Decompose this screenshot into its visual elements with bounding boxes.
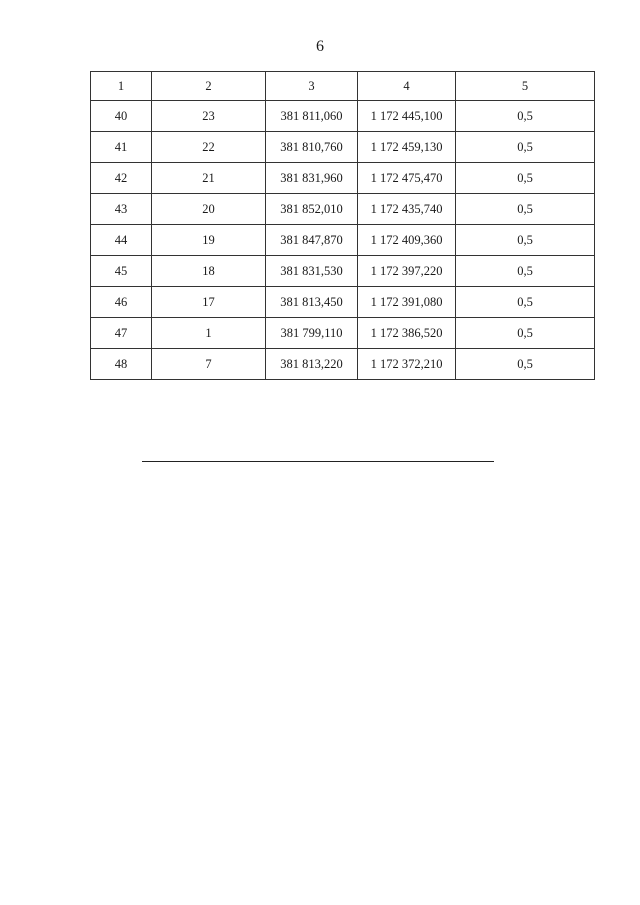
table-cell: 0,5 [456,287,595,318]
table-row [91,163,595,194]
table-cell: 381 810,760 [266,132,358,163]
table-cell: 381 813,220 [266,349,358,380]
column-header: 5 [456,72,595,101]
column-header: 3 [266,72,358,101]
table-cell: 21 [152,163,266,194]
table-row [91,349,595,380]
table-cell: 1 172 445,100 [358,101,456,132]
table-row [91,101,595,132]
table-cell: 1 172 459,130 [358,132,456,163]
table-cell: 0,5 [456,101,595,132]
table-cell: 42 [91,163,152,194]
table-cell: 1 172 391,080 [358,287,456,318]
table-cell: 46 [91,287,152,318]
table-cell: 381 852,010 [266,194,358,225]
table-cell: 381 799,110 [266,318,358,349]
coordinates-table [90,71,595,380]
table-cell: 0,5 [456,349,595,380]
table-cell: 1 172 397,220 [358,256,456,287]
end-of-document-line [142,461,494,462]
table-cell: 17 [152,287,266,318]
table-cell: 381 831,530 [266,256,358,287]
table-cell: 381 813,450 [266,287,358,318]
table-cell: 381 847,870 [266,225,358,256]
table-cell: 1 172 435,740 [358,194,456,225]
table-cell: 1 172 409,360 [358,225,456,256]
table-cell: 1 172 475,470 [358,163,456,194]
table-cell: 0,5 [456,163,595,194]
table-cell: 18 [152,256,266,287]
table-header-row [91,72,595,101]
table-cell: 45 [91,256,152,287]
table-cell: 22 [152,132,266,163]
table-cell: 1 [152,318,266,349]
table-cell: 43 [91,194,152,225]
table-row [91,287,595,318]
table-cell: 0,5 [456,318,595,349]
table-cell: 20 [152,194,266,225]
page-number: 6 [316,38,324,55]
table-cell: 381 831,960 [266,163,358,194]
table-cell: 48 [91,349,152,380]
table-row [91,318,595,349]
table-cell: 19 [152,225,266,256]
table-cell: 41 [91,132,152,163]
table-row [91,225,595,256]
table-cell: 40 [91,101,152,132]
table-row [91,256,595,287]
table-cell: 1 172 386,520 [358,318,456,349]
table-cell: 7 [152,349,266,380]
table-cell: 1 172 372,210 [358,349,456,380]
column-header: 1 [91,72,152,101]
table-cell: 381 811,060 [266,101,358,132]
column-header: 4 [358,72,456,101]
table-cell: 47 [91,318,152,349]
table-cell: 0,5 [456,256,595,287]
table-cell: 0,5 [456,132,595,163]
column-header: 2 [152,72,266,101]
table-row [91,194,595,225]
table-cell: 44 [91,225,152,256]
table-cell: 23 [152,101,266,132]
table-cell: 0,5 [456,194,595,225]
table-cell: 0,5 [456,225,595,256]
table-row [91,132,595,163]
